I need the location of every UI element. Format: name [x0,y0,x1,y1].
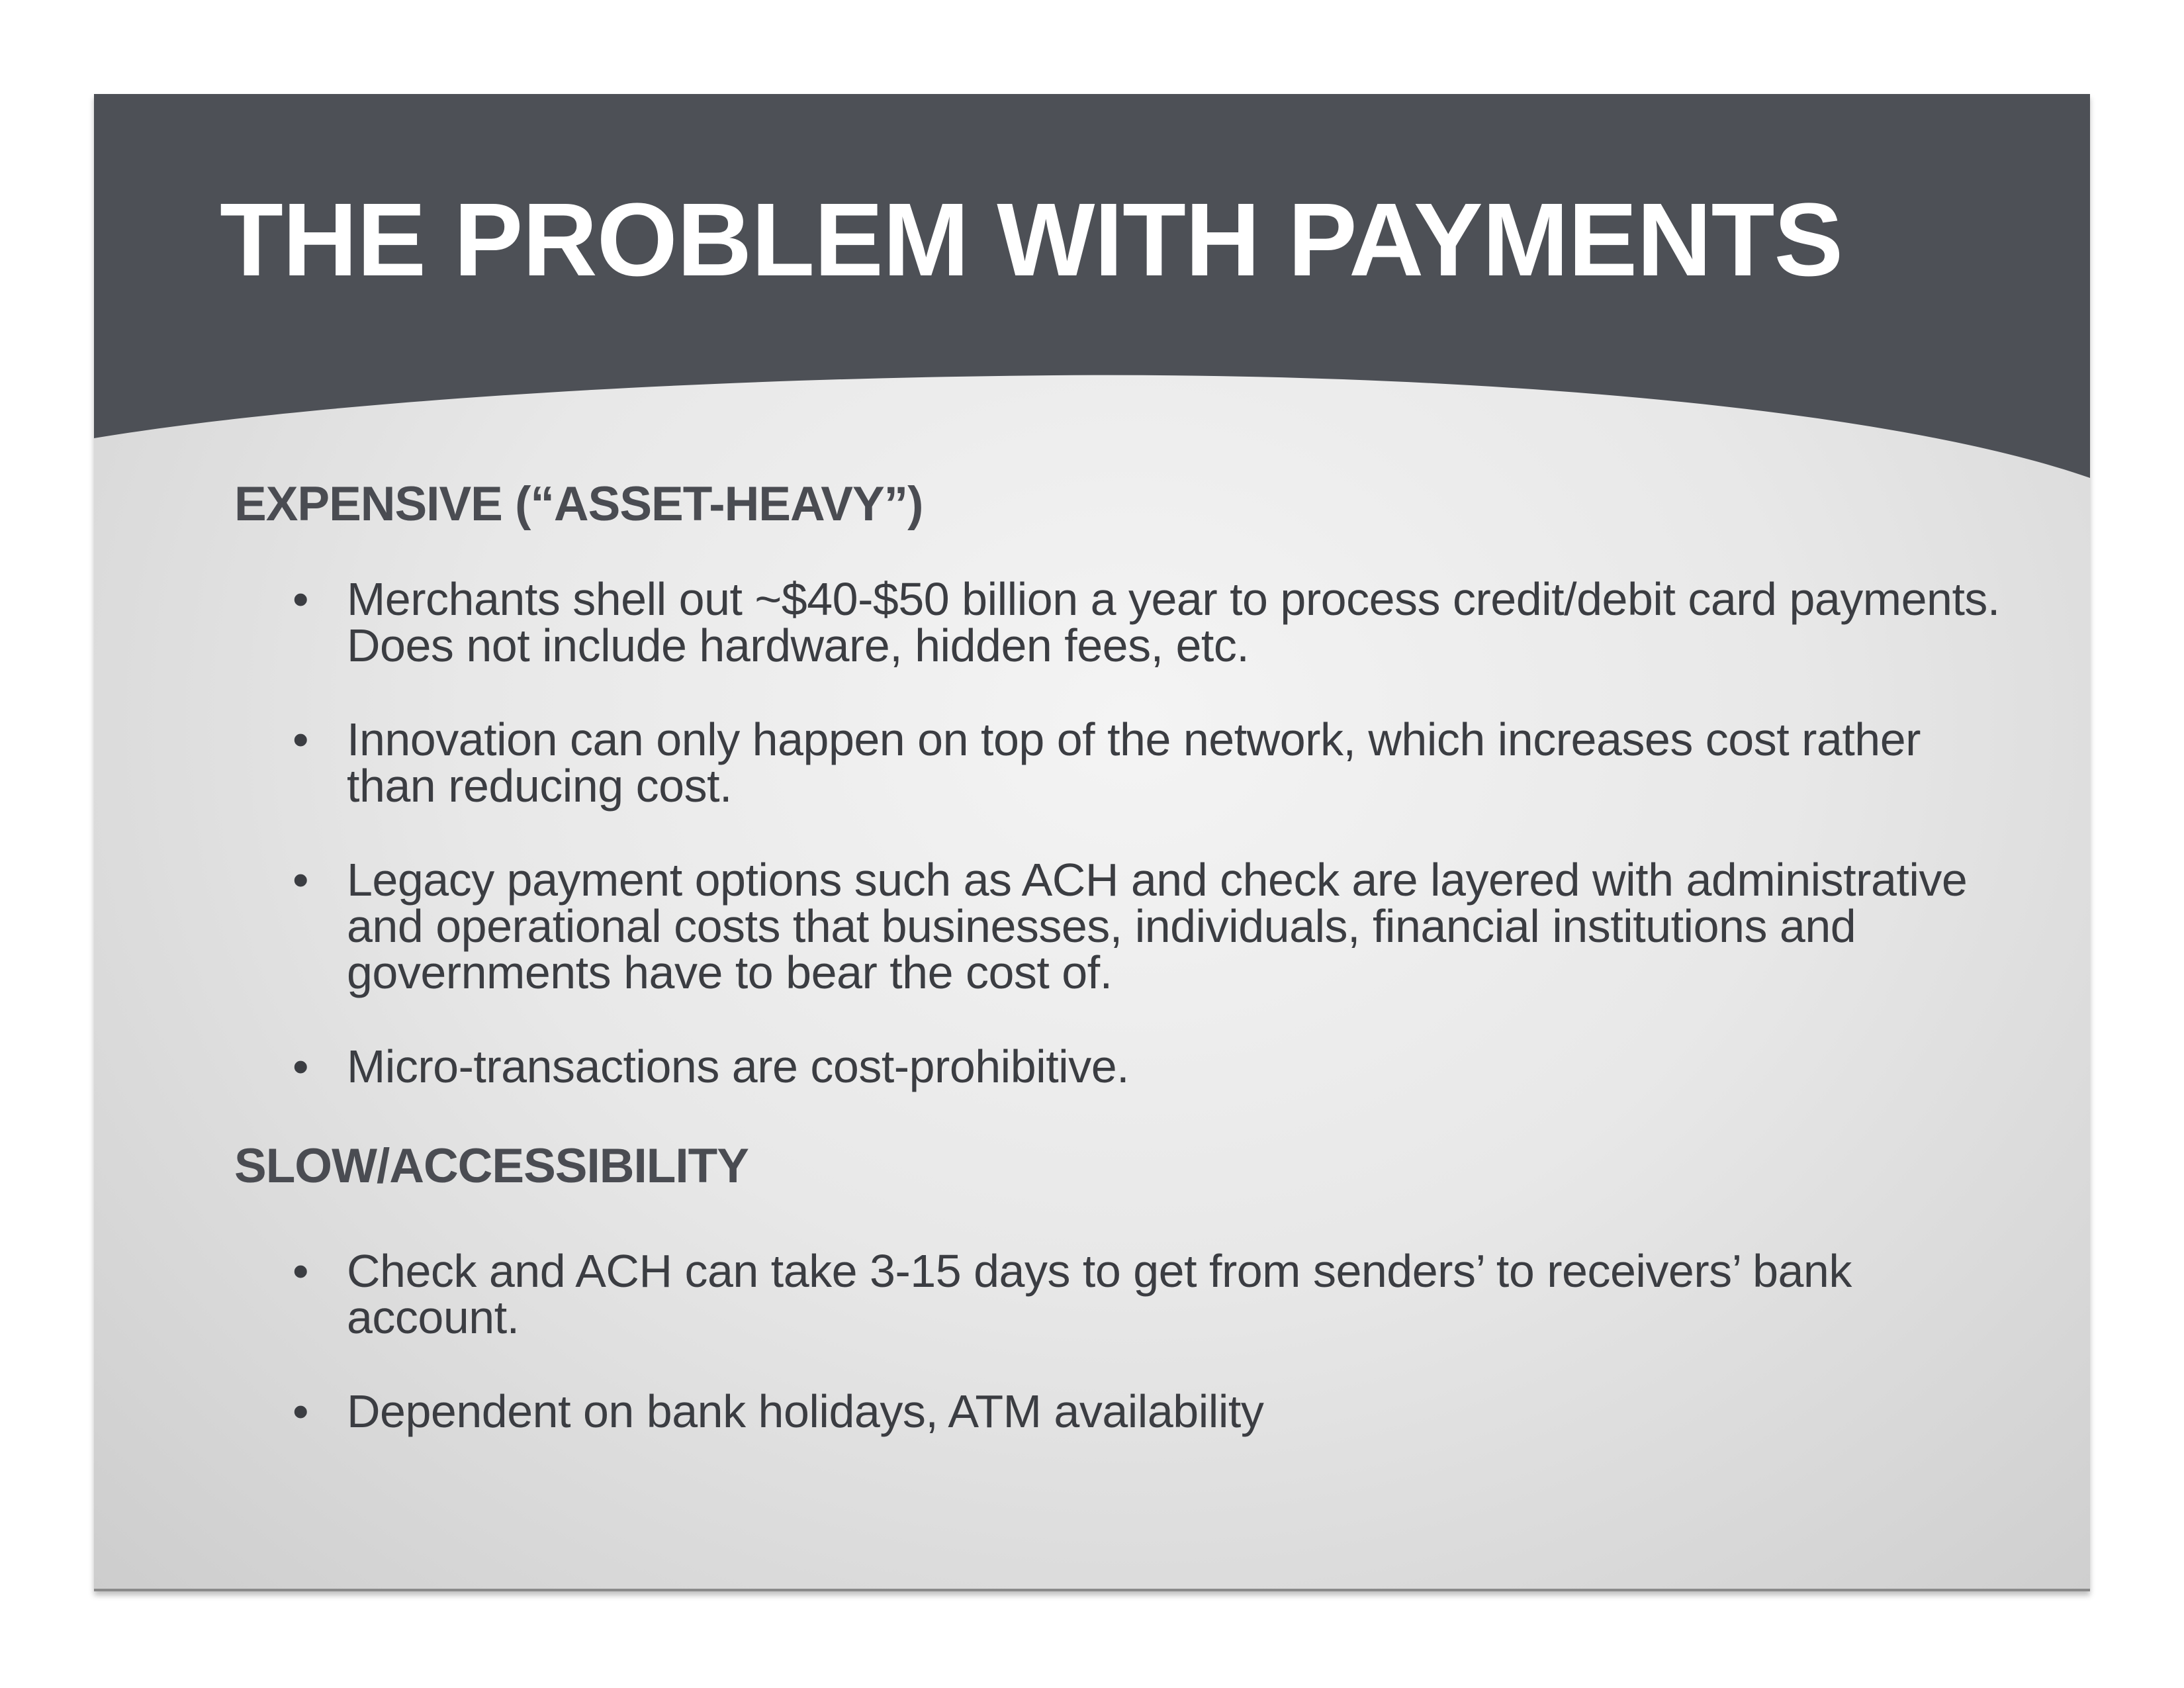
bullet-dot-icon: • [293,854,309,906]
bullet-list-slow-accessibility [234,1244,2021,1437]
bullet-text: Legacy payment options such as ACH and check are layered with administrative and operational costs that businesses, individuals, financial institutions and governments have to bear the cost of. [347,854,1968,999]
bullet-text: Check and ACH can take 3-15 days to get from senders’ to receivers’ bank account. [347,1244,1852,1343]
bullet-list-expensive [234,573,2021,1093]
slide-title: THE PROBLEM WITH PAYMENTS [220,182,1843,298]
slide-content [234,477,2021,1437]
bullet-item [234,1041,2021,1093]
slide-bottom-rule [94,1589,2090,1591]
bullet-item [234,573,2021,672]
bullet-dot-icon: • [293,1385,309,1437]
bullet-item [234,1385,2021,1437]
bullet-dot-icon: • [293,1244,309,1297]
bullet-text: Innovation can only happen on top of the network, which increases cost rather than reducing cost. [347,714,1921,812]
bullet-item [234,854,2021,999]
bullet-text: Merchants shell out ~$40-$50 billion a year to process credit/debit card payments. Does not include hardware, hidden fees, etc. [347,573,2000,672]
bullet-text: Dependent on bank holidays, ATM availability [347,1385,1264,1437]
section-heading-expensive: EXPENSIVE (“ASSET-HEAVY”) [234,477,923,531]
presentation-slide [94,94,2090,1591]
bullet-item [234,714,2021,812]
bullet-dot-icon: • [293,573,309,626]
bullet-item [234,1244,2021,1343]
bullet-text: Micro-transactions are cost-prohibitive. [347,1041,1130,1093]
bullet-dot-icon: • [293,1041,309,1093]
bullet-dot-icon: • [293,714,309,766]
section-heading-slow-accessibility: SLOW/ACCESSIBILITY [234,1139,749,1194]
